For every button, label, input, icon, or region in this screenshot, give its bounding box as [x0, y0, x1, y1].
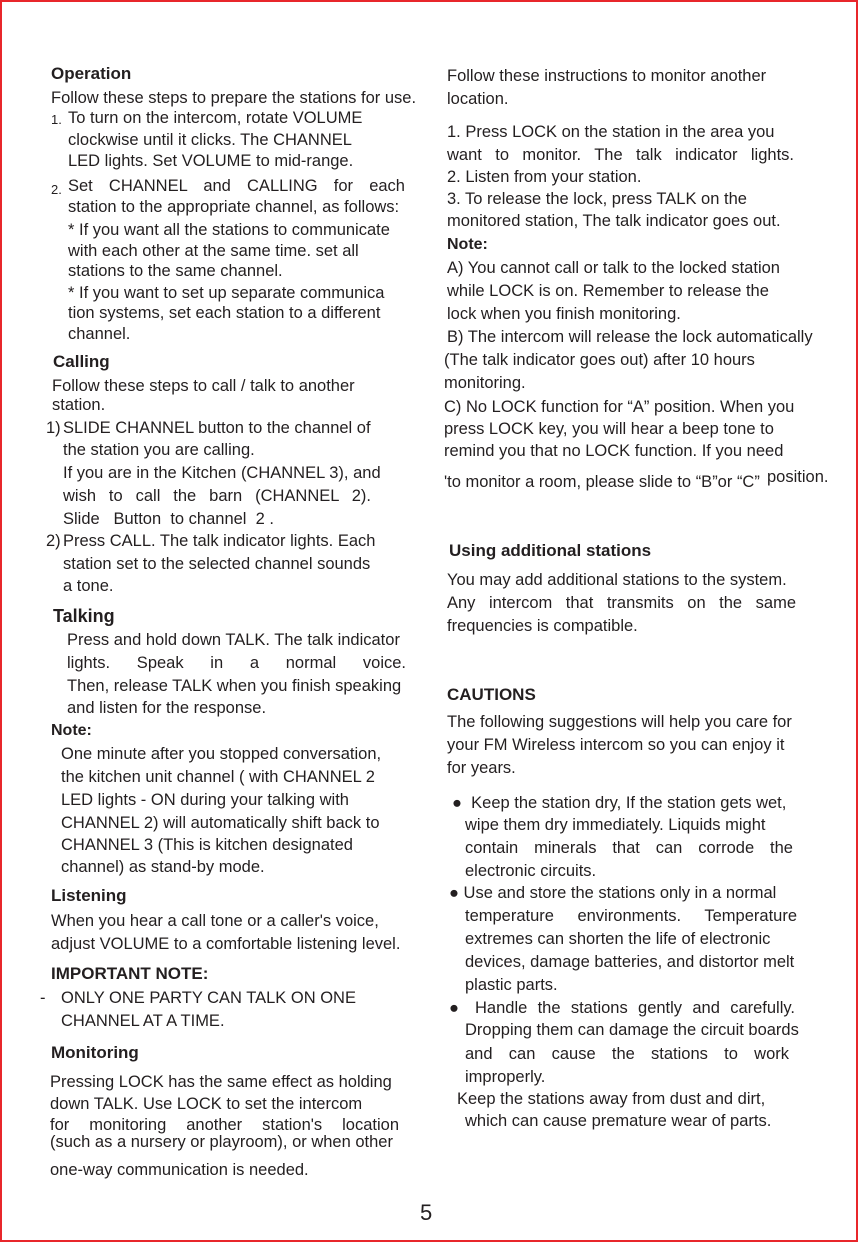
- calling-item1-line: Slide Button to channel 2 .: [63, 510, 274, 528]
- calling-item2-line: a tone.: [63, 577, 114, 595]
- monitoring-line: one-way communication is needed.: [50, 1161, 309, 1179]
- caution-item: contain minerals that can corrode the: [465, 839, 793, 857]
- cautions-intro: The following suggestions will help you care for: [447, 713, 792, 731]
- right-note-line: C) No LOCK function for “A” position. When you: [444, 398, 795, 416]
- caution-item: which can cause premature wear of parts.: [465, 1112, 772, 1130]
- step2-line: Set CHANNEL and CALLING for each: [68, 177, 405, 195]
- caution-item: Keep the stations away from dust and dirt,: [457, 1090, 766, 1108]
- calling-item2-line: Press CALL. The talk indicator lights. Each: [63, 532, 376, 550]
- caution-item: electronic circuits.: [465, 862, 597, 880]
- calling-item1-line: the station you are calling.: [63, 441, 255, 459]
- right-note-line: press LOCK key, you will hear a beep tone to: [444, 420, 774, 438]
- important-line: ONLY ONE PARTY CAN TALK ON ONE: [61, 989, 356, 1007]
- caution-item: and can cause the stations to work: [465, 1045, 789, 1063]
- caution-item: ● Use and store the stations only in a normal: [449, 884, 777, 902]
- cautions-intro: for years.: [447, 759, 516, 777]
- cautions-heading: CAUTIONS: [447, 685, 536, 704]
- additional-line: frequencies is compatible.: [447, 617, 638, 635]
- follow-line: Follow these instructions to monitor another: [447, 67, 767, 85]
- listening-heading: Listening: [51, 886, 127, 905]
- step1-number: 1.: [51, 112, 62, 127]
- calling-item1-line: SLIDE CHANNEL button to the channel of: [63, 419, 371, 437]
- monitoring-line: Pressing LOCK has the same effect as holding: [50, 1073, 392, 1091]
- additional-line: Any intercom that transmits on the same: [447, 594, 796, 612]
- important-heading: IMPORTANT NOTE:: [51, 964, 209, 983]
- calling-item1-number: 1): [46, 419, 61, 437]
- calling-item1-line: wish to call the barn (CHANNEL 2).: [63, 487, 371, 505]
- listening-line: When you hear a call tone or a caller's voice,: [51, 912, 379, 930]
- calling-item2-number: 2): [46, 532, 61, 550]
- right-note-line: B) The intercom will release the lock automatically: [447, 328, 813, 346]
- right-note-line: monitoring.: [444, 374, 526, 392]
- talking-line: lights. Speak in a normal voice.: [67, 654, 406, 672]
- step2-line: station to the appropriate channel, as follows:: [68, 198, 400, 216]
- monitoring-line: down TALK. Use LOCK to set the intercom: [50, 1095, 363, 1113]
- monitor-step: 1. Press LOCK on the station in the area you: [447, 123, 775, 141]
- monitor-step: monitored station, The talk indicator goes out.: [447, 212, 781, 230]
- calling-heading: Calling: [53, 352, 110, 371]
- right-note-line: lock when you finish monitoring.: [447, 305, 681, 323]
- right-note-line: A) You cannot call or talk to the locked station: [447, 259, 780, 277]
- step2-line: channel.: [68, 325, 131, 343]
- calling-intro: Follow these steps to call / talk to another: [52, 377, 355, 395]
- step1-line: clockwise until it clicks. The CHANNEL: [68, 131, 352, 149]
- caution-item: ● Handle the stations gently and carefully.: [449, 999, 795, 1017]
- caution-item: extremes can shorten the life of electronic: [465, 930, 771, 948]
- step2-line: tion systems, set each station to a different: [68, 304, 381, 322]
- note-line: CHANNEL 2) will automatically shift back to: [61, 814, 380, 832]
- page-number: 5: [420, 1200, 433, 1225]
- follow-line: location.: [447, 90, 509, 108]
- monitor-step: want to monitor. The talk indicator lights.: [447, 146, 794, 164]
- caution-item: wipe them dry immediately. Liquids might: [465, 816, 766, 834]
- note-line: CHANNEL 3 (This is kitchen designated: [61, 836, 353, 854]
- listening-line: adjust VOLUME to a comfortable listening level.: [51, 935, 401, 953]
- operation-intro: Follow these steps to prepare the stations for use.: [51, 89, 417, 107]
- note-line: One minute after you stopped conversation,: [61, 745, 382, 763]
- right-note-line: 'to monitor a room, please slide to “B”or “C”: [444, 473, 760, 491]
- operation-heading: Operation: [51, 64, 132, 83]
- important-dash: -: [40, 989, 46, 1007]
- monitor-step: 2. Listen from your station.: [447, 168, 642, 186]
- talking-heading: Talking: [53, 606, 115, 626]
- right-note-line: while LOCK is on. Remember to release the: [447, 282, 769, 300]
- step2-line: stations to the same channel.: [68, 262, 283, 280]
- step1-line: LED lights. Set VOLUME to mid-range.: [68, 152, 354, 170]
- monitoring-heading: Monitoring: [51, 1043, 139, 1062]
- step2-line: * If you want all the stations to communicate: [68, 221, 390, 239]
- important-line: CHANNEL AT A TIME.: [61, 1012, 225, 1030]
- talking-line: Then, release TALK when you finish speaking: [67, 677, 402, 695]
- cautions-intro: your FM Wireless intercom so you can enjoy it: [447, 736, 785, 754]
- step2-line: with each other at the same time. set all: [68, 242, 359, 260]
- step2-number: 2.: [51, 182, 62, 197]
- right-note-position: position.: [767, 468, 829, 486]
- note-line: the kitchen unit channel ( with CHANNEL 2: [61, 768, 375, 786]
- calling-item1-line: If you are in the Kitchen (CHANNEL 3), and: [63, 464, 381, 482]
- note-line: LED lights - ON during your talking with: [61, 791, 349, 809]
- calling-item2-line: station set to the selected channel sounds: [63, 555, 371, 573]
- caution-item: plastic parts.: [465, 976, 558, 994]
- additional-line: You may add additional stations to the system.: [447, 571, 787, 589]
- additional-heading: Using additional stations: [449, 541, 652, 560]
- step1-line: To turn on the intercom, rotate VOLUME: [68, 109, 363, 127]
- note-line: channel) as stand-by mode.: [61, 858, 265, 876]
- caution-item: ● Keep the station dry, If the station gets wet,: [452, 794, 787, 812]
- caution-item: temperature environments. Temperature: [465, 907, 797, 925]
- caution-item: Dropping them can damage the circuit boards: [465, 1021, 799, 1039]
- monitoring-line: (such as a nursery or playroom), or when other: [50, 1133, 393, 1151]
- right-note-line: (The talk indicator goes out) after 10 hours: [444, 351, 755, 369]
- caution-item: improperly.: [465, 1068, 546, 1086]
- right-note-heading: Note:: [447, 236, 488, 253]
- right-note-line: remind you that no LOCK function. If you need: [444, 442, 784, 460]
- monitor-step: 3. To release the lock, press TALK on the: [447, 190, 747, 208]
- caution-item: devices, damage batteries, and distortor melt: [465, 953, 795, 971]
- note-heading: Note:: [51, 722, 92, 739]
- step2-line: * If you want to set up separate communica: [68, 284, 385, 302]
- calling-intro: station.: [52, 396, 106, 414]
- talking-line: and listen for the response.: [67, 699, 267, 717]
- monitoring-line: for monitoring another station's location: [50, 1116, 399, 1134]
- talking-line: Press and hold down TALK. The talk indicator: [67, 631, 400, 649]
